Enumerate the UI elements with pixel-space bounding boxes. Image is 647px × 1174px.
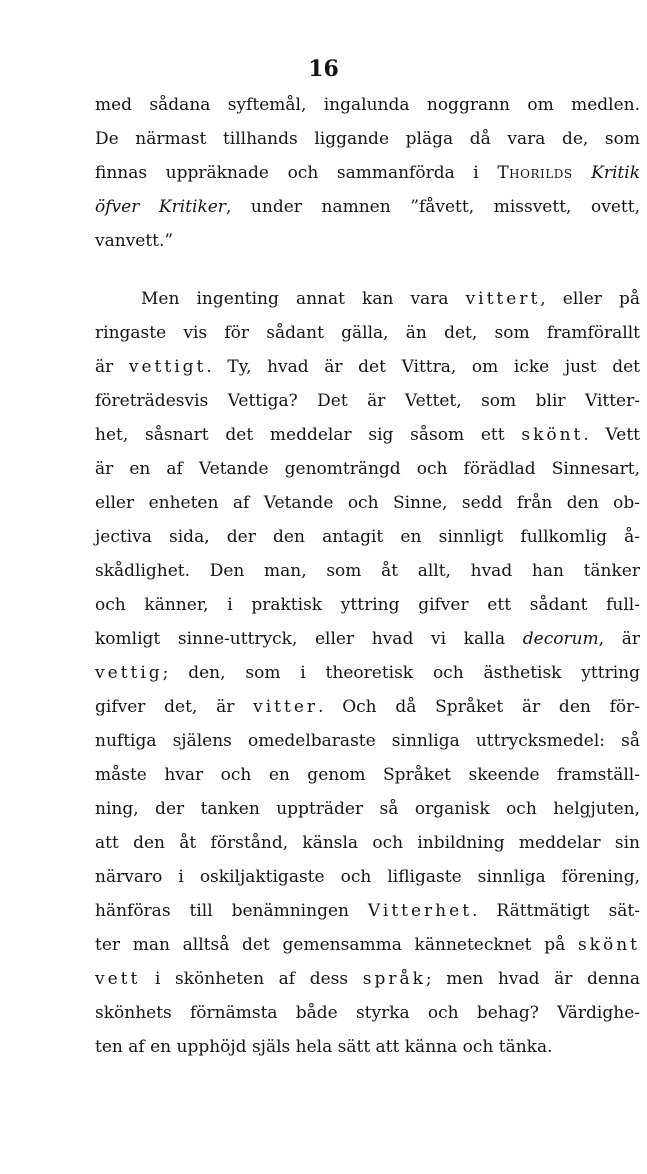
text-segment: vettig: [95, 663, 163, 683]
paragraph-gap: [95, 258, 640, 282]
text-segment: . Vett: [583, 425, 640, 445]
text-line: [95, 894, 640, 928]
text-segment: gifver det, är: [95, 697, 254, 717]
text-segment: ning, der tanken uppträder så organisk och helgjuten,: [95, 799, 640, 819]
text-segment: jectiva sida, der den antagit en sinnligt fullkomlig å-: [95, 527, 640, 547]
text-segment: skönt: [521, 425, 584, 445]
text-segment: nuftiga själens omedelbaraste sinnliga uttrycksmedel: så: [95, 731, 640, 751]
text-line: [95, 1030, 640, 1064]
text-line: [95, 656, 640, 690]
text-segment: komligt sinne-uttryck, eller hvad vi kalla: [95, 629, 523, 649]
text-segment: Thorilds: [497, 163, 573, 183]
text-segment: , är: [598, 629, 640, 649]
text-segment: Men ingenting annat kan vara: [141, 289, 466, 309]
text-segment: De närmast tillhands liggande pläga då vara de, som: [95, 129, 640, 149]
text-segment: vettigt: [128, 357, 207, 377]
text-line: [95, 384, 640, 418]
text-segment: måste hvar och en genom Språket skeende framställ-: [95, 765, 640, 785]
text-segment: språk: [362, 969, 426, 989]
text-segment: finnas uppräknade och sammanförda i: [95, 163, 498, 183]
text-segment: decorum: [522, 629, 599, 649]
text-line: [95, 758, 640, 792]
text-segment: Vitterhet: [367, 901, 473, 921]
text-line: [95, 928, 640, 962]
text-segment: företrädesvis Vettiga? Det är Vettet, som blir Vitter-: [95, 391, 640, 411]
page-number: 16: [308, 56, 339, 82]
paragraph: [95, 88, 640, 258]
text-segment: med sådana syftemål, ingalunda noggrann om medlen.: [95, 95, 640, 115]
text-segment: öfver Kritiker: [95, 197, 226, 217]
text-segment: , under namnen ”fåvett, missvett, ovett,: [225, 197, 640, 217]
text-line: [95, 588, 640, 622]
text-segment: är: [95, 357, 129, 377]
text-segment: närvaro i oskiljaktigaste och lifligaste sinnliga förening,: [95, 867, 640, 887]
text-segment: [573, 163, 592, 183]
text-line: [95, 224, 640, 258]
text-line: [95, 554, 640, 588]
text-line: [95, 122, 640, 156]
text-line: [95, 190, 640, 224]
text-line: [95, 316, 640, 350]
text-line: [95, 486, 640, 520]
text-segment: och känner, i praktisk yttring gifver ett sådant full-: [95, 595, 640, 615]
text-segment: , eller på: [540, 289, 640, 309]
text-segment: ten af en upphöjd själs hela sätt att känna och tänka.: [95, 1037, 553, 1057]
text-line: [95, 860, 640, 894]
text-line: [95, 418, 640, 452]
text-line: [95, 88, 640, 122]
text-segment: . Rättmätigt sät-: [472, 901, 640, 921]
text-segment: het, såsnart det meddelar sig såsom ett: [95, 425, 522, 445]
text-line: [95, 452, 640, 486]
text-line: [95, 622, 640, 656]
text-segment: vitter: [253, 697, 319, 717]
text-line: [95, 826, 640, 860]
text-segment: . Ty, hvad är det Vittra, om icke just det: [206, 357, 641, 377]
text-segment: skönt: [577, 935, 640, 955]
text-segment: vett: [95, 969, 141, 989]
text-segment: ; den, som i theoretisk och ästhetisk yttring: [162, 663, 640, 683]
text-segment: att den åt förstånd, känsla och inbildning meddelar sin: [95, 833, 640, 853]
text-line: [95, 350, 640, 384]
text-segment: skådlighet. Den man, som åt allt, hvad han tänker: [95, 561, 640, 581]
text-line: [95, 156, 640, 190]
text-segment: i skönheten af dess: [140, 969, 363, 989]
text-segment: hänföras till benämningen: [95, 901, 368, 921]
text-segment: vittert: [465, 289, 541, 309]
text-line: [95, 792, 640, 826]
text-line: [95, 724, 640, 758]
text-line: [95, 690, 640, 724]
text-segment: ringaste vis för sådant gälla, än det, som framförallt: [95, 323, 640, 343]
text-segment: är en af Vetande genomträngd och förädlad Sinnesart,: [95, 459, 640, 479]
body-text: [95, 88, 640, 1064]
paragraph: [95, 282, 640, 1064]
text-segment: ter man alltså det gemensamma kännetecknet på: [95, 935, 578, 955]
text-segment: Kritik: [591, 163, 640, 183]
text-segment: vanvett.”: [95, 231, 174, 251]
text-segment: . Och då Språket är den för-: [318, 697, 640, 717]
text-line: [95, 962, 640, 996]
text-segment: skönhets förnämsta både styrka och behag? Värdighe-: [95, 1003, 640, 1023]
text-segment: ; men hvad är denna: [425, 969, 641, 989]
text-segment: eller enheten af Vetande och Sinne, sedd från den ob-: [95, 493, 640, 513]
text-line: [95, 282, 640, 316]
text-line: [95, 520, 640, 554]
text-line: [95, 996, 640, 1030]
